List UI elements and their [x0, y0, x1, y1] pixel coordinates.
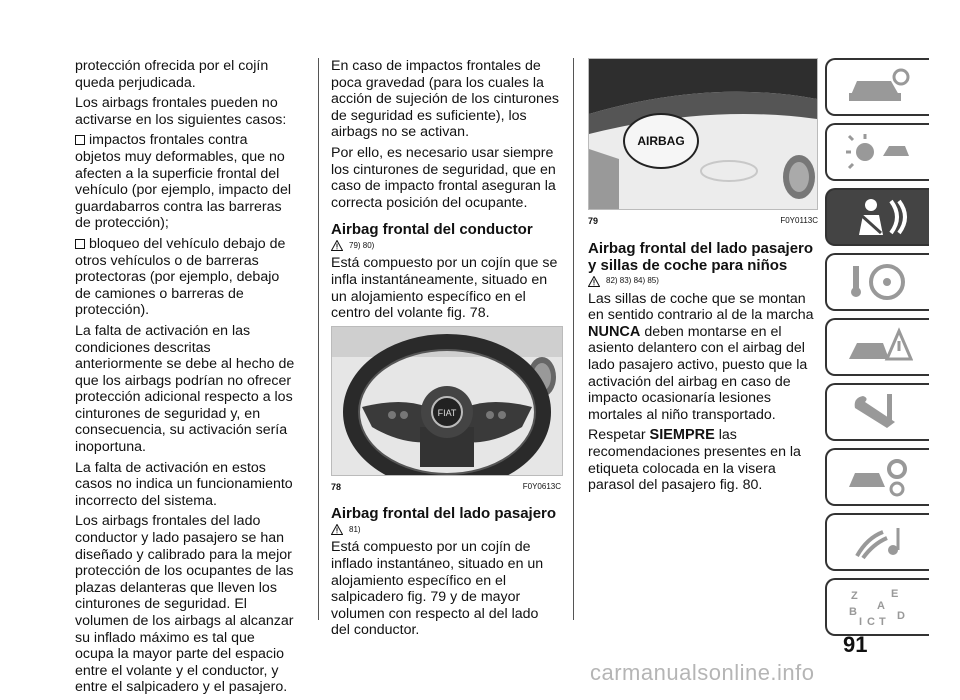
figure-caption: 78 F0Y0613C — [331, 481, 561, 492]
bullet-item: bloqueo del vehículo debajo de otros vehículos o de barreras protectoras (por ejemplo, debajo de camiones o barreras de protección). — [75, 235, 286, 319]
figure-steering-wheel — [331, 326, 563, 476]
section-heading: Airbag frontal del lado pasajero — [331, 505, 557, 523]
tab-lights[interactable] — [825, 123, 929, 181]
car-dashboard-icon — [843, 65, 913, 109]
lights-icon — [843, 130, 913, 174]
text-column-1 — [75, 58, 295, 700]
warning-triangle-icon — [331, 524, 343, 535]
text-column-3 — [588, 58, 818, 498]
tab-driving[interactable] — [825, 253, 929, 311]
paragraph: La falta de activación en las condiciones descritas anteriormente se debe al hecho de que los airbags podrían no ofrecer protección adicional respecto a los cinturones de seguridad y, en consecuencia, su activación sería inoportuna. — [75, 322, 295, 456]
tab-technical-data[interactable] — [825, 448, 929, 506]
emphasis-nunca: NUNCA — [588, 323, 641, 340]
page-number: 91 — [843, 632, 868, 657]
multimedia-icon — [843, 520, 913, 564]
svg-text:D: D — [897, 610, 905, 622]
steering-wheel-key-icon — [843, 260, 913, 304]
figure-caption: 79 F0Y0113C — [588, 216, 818, 226]
paragraph: La falta de activación en estos casos no indica un funcionamiento incorrecto del sistema. — [75, 459, 293, 509]
paragraph: Respetar SIEMPRE las recomendaciones presentes en la etiqueta colocada en la visera parasol del pasajero fig. 80. — [588, 427, 801, 494]
tab-maintenance[interactable] — [825, 383, 929, 441]
section-heading: Airbag frontal del conductor — [331, 221, 533, 239]
svg-text:Z: Z — [851, 590, 858, 602]
warning-refs: 81) — [331, 524, 561, 535]
svg-text:A: A — [877, 600, 885, 612]
svg-text:E: E — [891, 588, 899, 600]
tab-multimedia[interactable] — [825, 513, 929, 571]
warning-refs: 82) 83) 84) 85) — [588, 276, 818, 287]
paragraph: Está compuesto por un cojín de inflado instantáneo, situado en un alojamiento específico en el salpicadero fig. 79 y de mayor volumen con respecto al del lado del conductor. — [331, 539, 544, 639]
tab-index[interactable] — [825, 578, 929, 636]
svg-text:I: I — [859, 616, 863, 628]
warning-triangle-icon — [588, 276, 600, 287]
airbag-label-callout: AIRBAG — [623, 113, 699, 169]
figure-dashboard-airbag — [588, 58, 818, 210]
svg-text:FIAT: FIAT — [437, 407, 457, 418]
paragraph: Por ello, es necesario usar siempre los cinturones de seguridad, que en caso de impacto frontal aseguran la correcta posición del ocupante. — [331, 144, 556, 211]
warning-triangle-icon — [331, 240, 343, 251]
tab-safety[interactable] — [825, 188, 929, 246]
column-divider — [573, 58, 574, 620]
emphasis-siempre: SIEMPRE — [649, 427, 715, 444]
svg-text:T: T — [879, 616, 886, 628]
bullet-square-icon — [75, 135, 85, 145]
paragraph: Está compuesto por un cojín que se infla instantáneamente, situado en un alojamiento específico en el centro del volante fig. 78. — [331, 255, 558, 322]
section-heading: Airbag frontal del lado pasajero y sillas de coche para niños — [588, 239, 814, 274]
tab-emergency[interactable] — [825, 318, 929, 376]
paragraph: protección ofrecida por el cojín queda perjudicada. — [75, 58, 269, 91]
car-gears-icon — [843, 455, 913, 499]
paragraph: Las sillas de coche que se montan en sentido contrario al de la marcha NUNCA deben montarse en el asiento delantero con el airbag del lado pasajero activo, puesto que la activación del airbag en caso de impacto ocasionaría lesiones mortales al niño transportado. — [588, 290, 814, 423]
bullet-square-icon — [75, 239, 85, 249]
bullet-item: impactos frontales contra objetos muy deformables, que no afecten a la superficie frontal del vehículo (por ejemplo, impacto del guardabarros contra las barreras de protección); — [75, 132, 292, 232]
tab-dashboard[interactable] — [825, 58, 929, 116]
svg-text:C: C — [867, 616, 875, 628]
wrench-icon — [843, 390, 913, 434]
warning-refs: 79) 80) — [331, 240, 561, 251]
paragraph: Los airbags frontales pueden no activarse en los siguientes casos: — [75, 95, 287, 128]
watermark: carmanualsonline.info — [590, 660, 815, 685]
paragraph: Los airbags frontales del lado conductor y lado pasajero se han diseñado y calibrado para la mejor protección de los ocupantes de las plazas delanteras que lleven los cinturones de seguridad. El volumen de los airbags al alcanzar su inflado máximo es tal que ocupa la mayor parte del espacio entre el volante y el conductor, y entre el salpicadero y el pasajero. — [75, 513, 294, 696]
chapter-tabs — [825, 58, 929, 643]
text-column-2 — [331, 58, 561, 643]
paragraph: En caso de impactos frontales de poca gravedad (para los cuales la acción de sujeción de los cinturones de seguridad es suficiente), los airbags no se activan. — [331, 58, 559, 141]
column-divider — [318, 58, 319, 620]
steering-wheel-illustration — [332, 327, 562, 475]
warning-road-icon — [843, 325, 913, 369]
seatbelt-airbag-icon — [843, 195, 913, 239]
index-abc-icon — [843, 585, 913, 629]
svg-text:B: B — [849, 606, 857, 618]
